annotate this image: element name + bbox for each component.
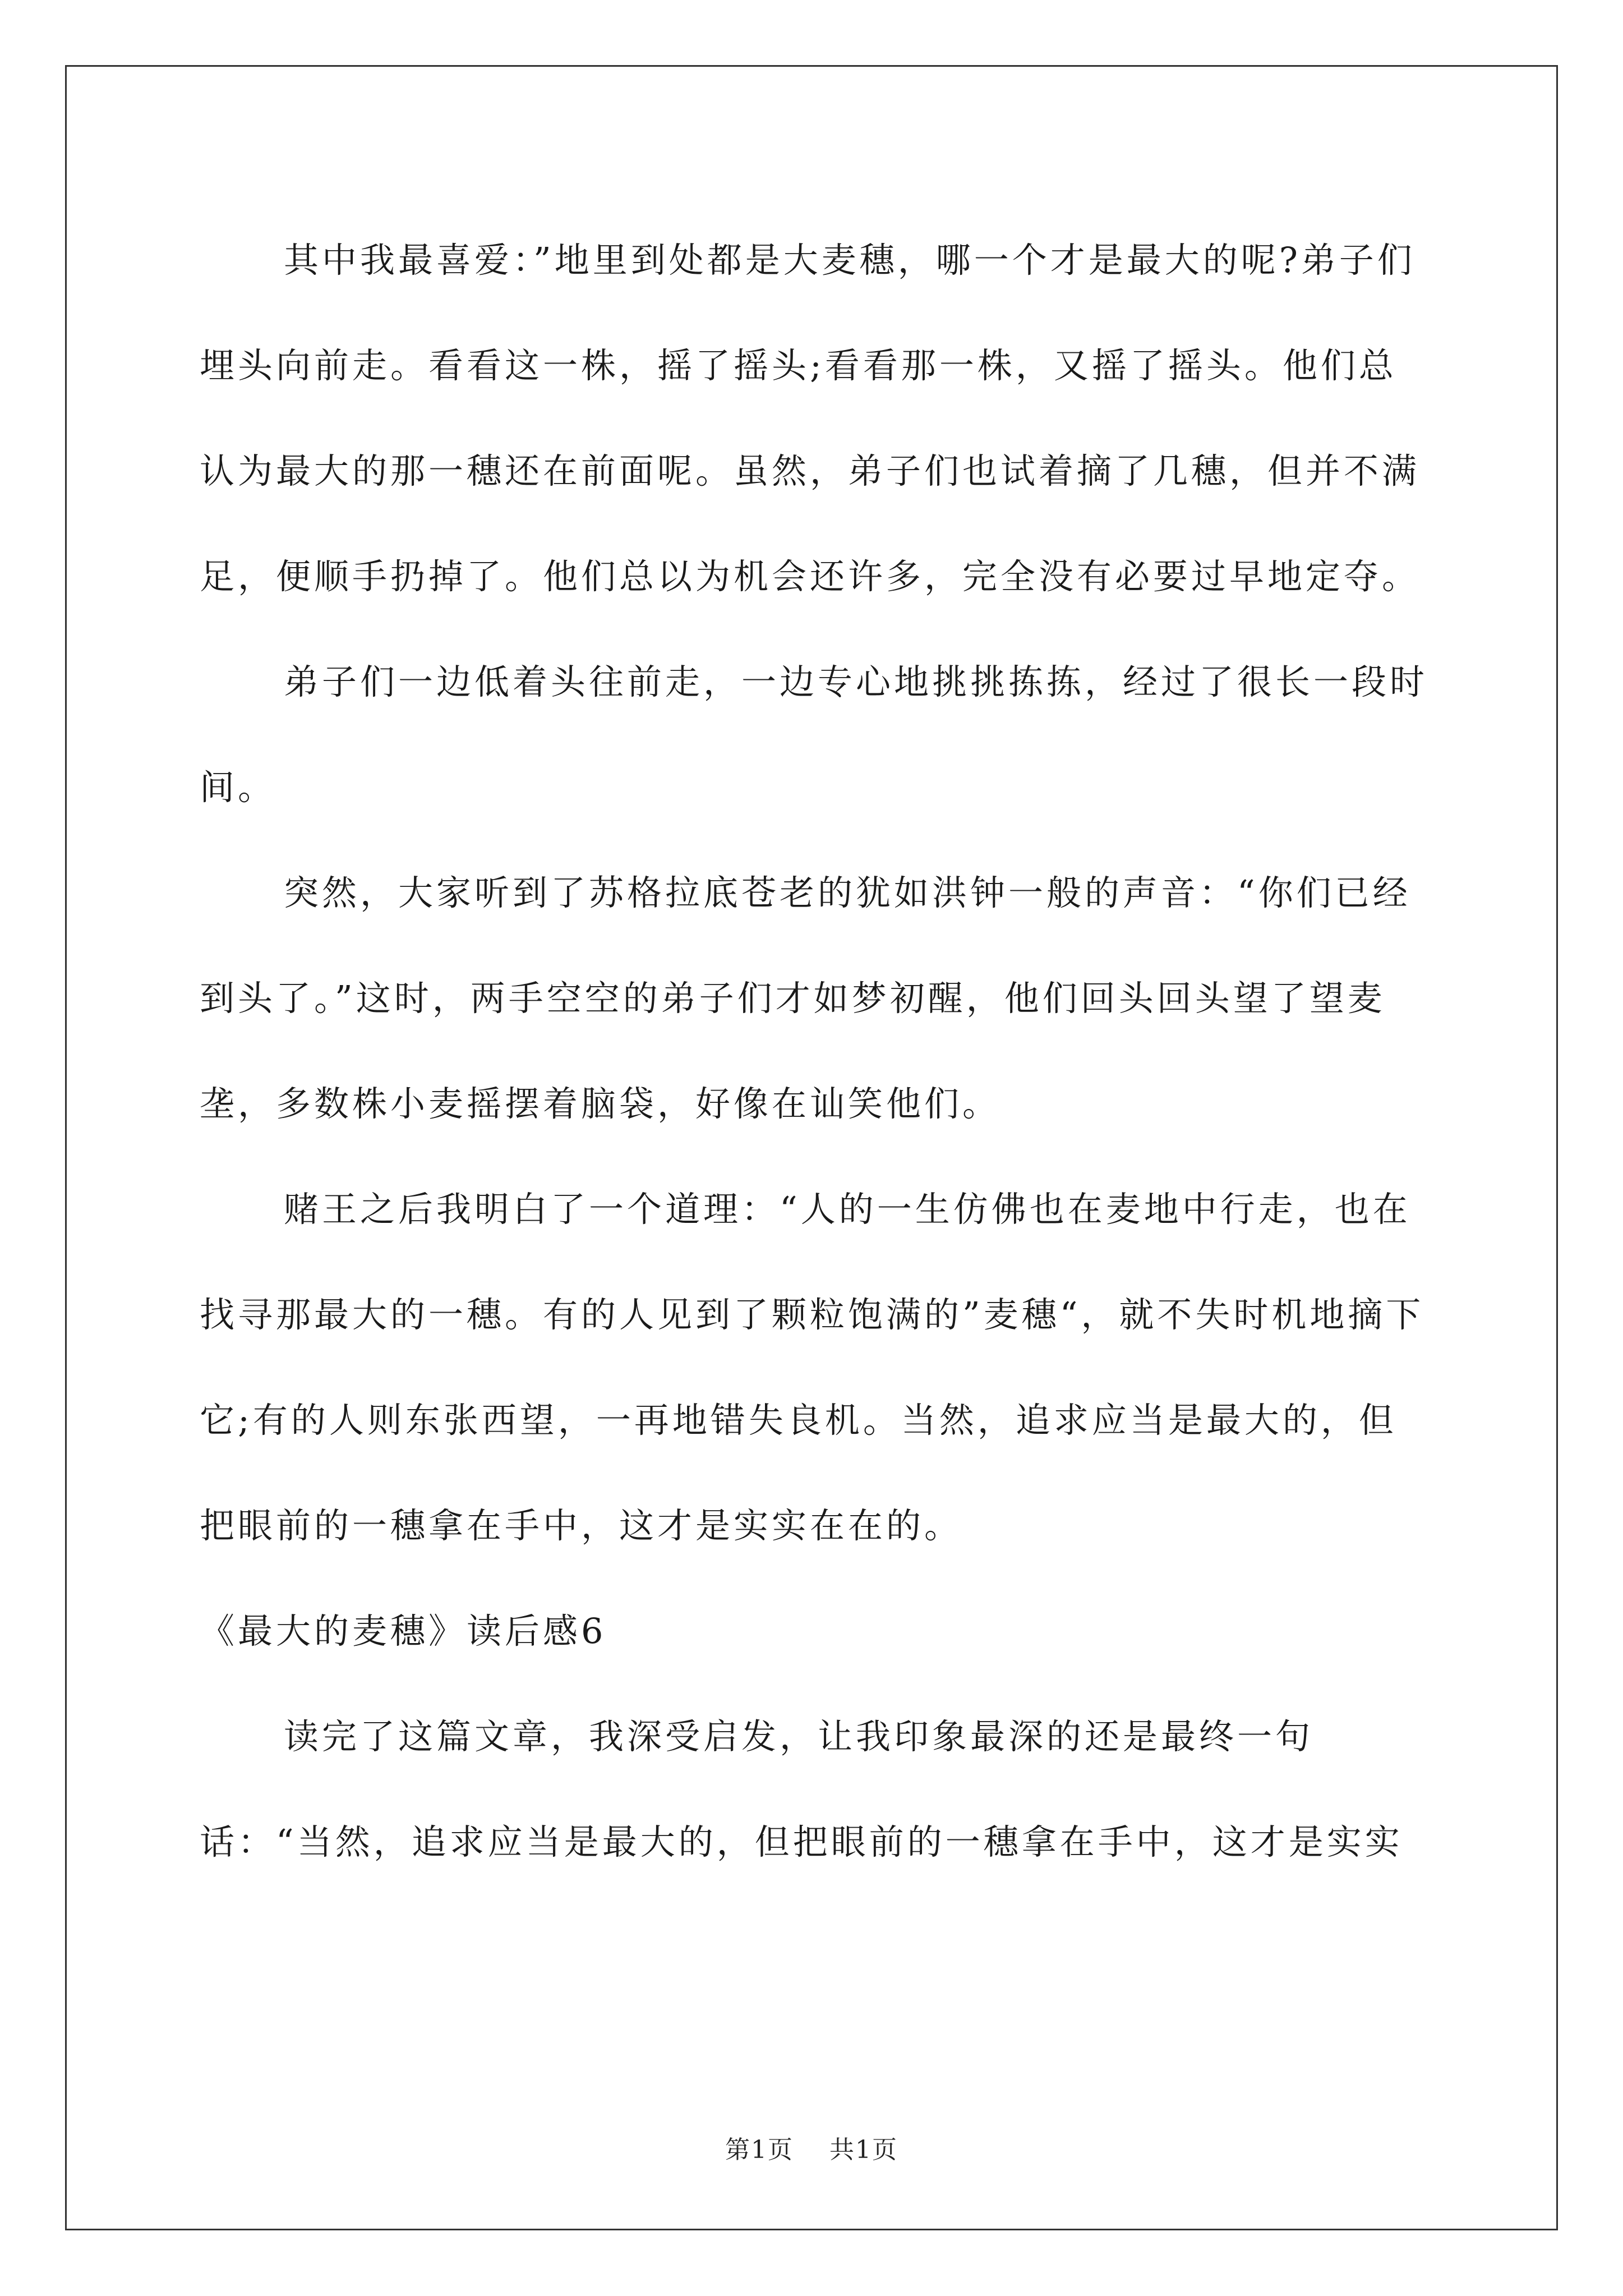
paragraph-3: 突然，大家听到了苏格拉底苍老的犹如洪钟一般的声音：“你们已经到头了。”这时，两手空空的弟子们才如梦初醒，他们回头回头望了望麦垄，多数株小麦摇摆着脑袋，好像在讪笑他们。 — [200, 872, 1411, 1124]
paragraph-1: 其中我最喜爱：”地里到处都是大麦穗，哪一个才是最大的呢?弟子们埋头向前走。看看这一株，摇了摇头;看看那一株，又摇了摇头。他们总认为最大的那一穗还在前面呢。虽然，弟子们也试着摘了几穗，但并不满足，便顺手扔掉了。他们总以为机会还许多，完全没有必要过早地定夺。 — [200, 240, 1421, 597]
paragraph-4: 赌王之后我明白了一个道理：“人的一生仿佛也在麦地中行走，也在找寻那最大的一穗。有的人见到了颗粒饱满的”麦穗“，就不失时机地摘下它;有的人则东张西望，一再地错失良机。当然，追求应当是最大的，但把眼前的一穗拿在手中，这才是实实在在的。 — [200, 1189, 1424, 1546]
paragraph-5: 读完了这篇文章，我深受启发，让我印象最深的还是最终一句话：“当然，追求应当是最大的，但把眼前的一穗拿在手中，这才是实实 — [200, 1716, 1403, 1862]
page-footer — [0, 2129, 1623, 2165]
page-number-total: 共1页 — [829, 2136, 898, 2164]
page-number-current: 第1页 — [725, 2136, 794, 2164]
section-heading: 《最大的麦穗》读后感6 — [200, 1611, 607, 1651]
paragraph-2: 弟子们一边低着头往前走，一边专心地挑挑拣拣，经过了很长一段时间。 — [200, 661, 1428, 808]
document-body — [200, 208, 1433, 1895]
